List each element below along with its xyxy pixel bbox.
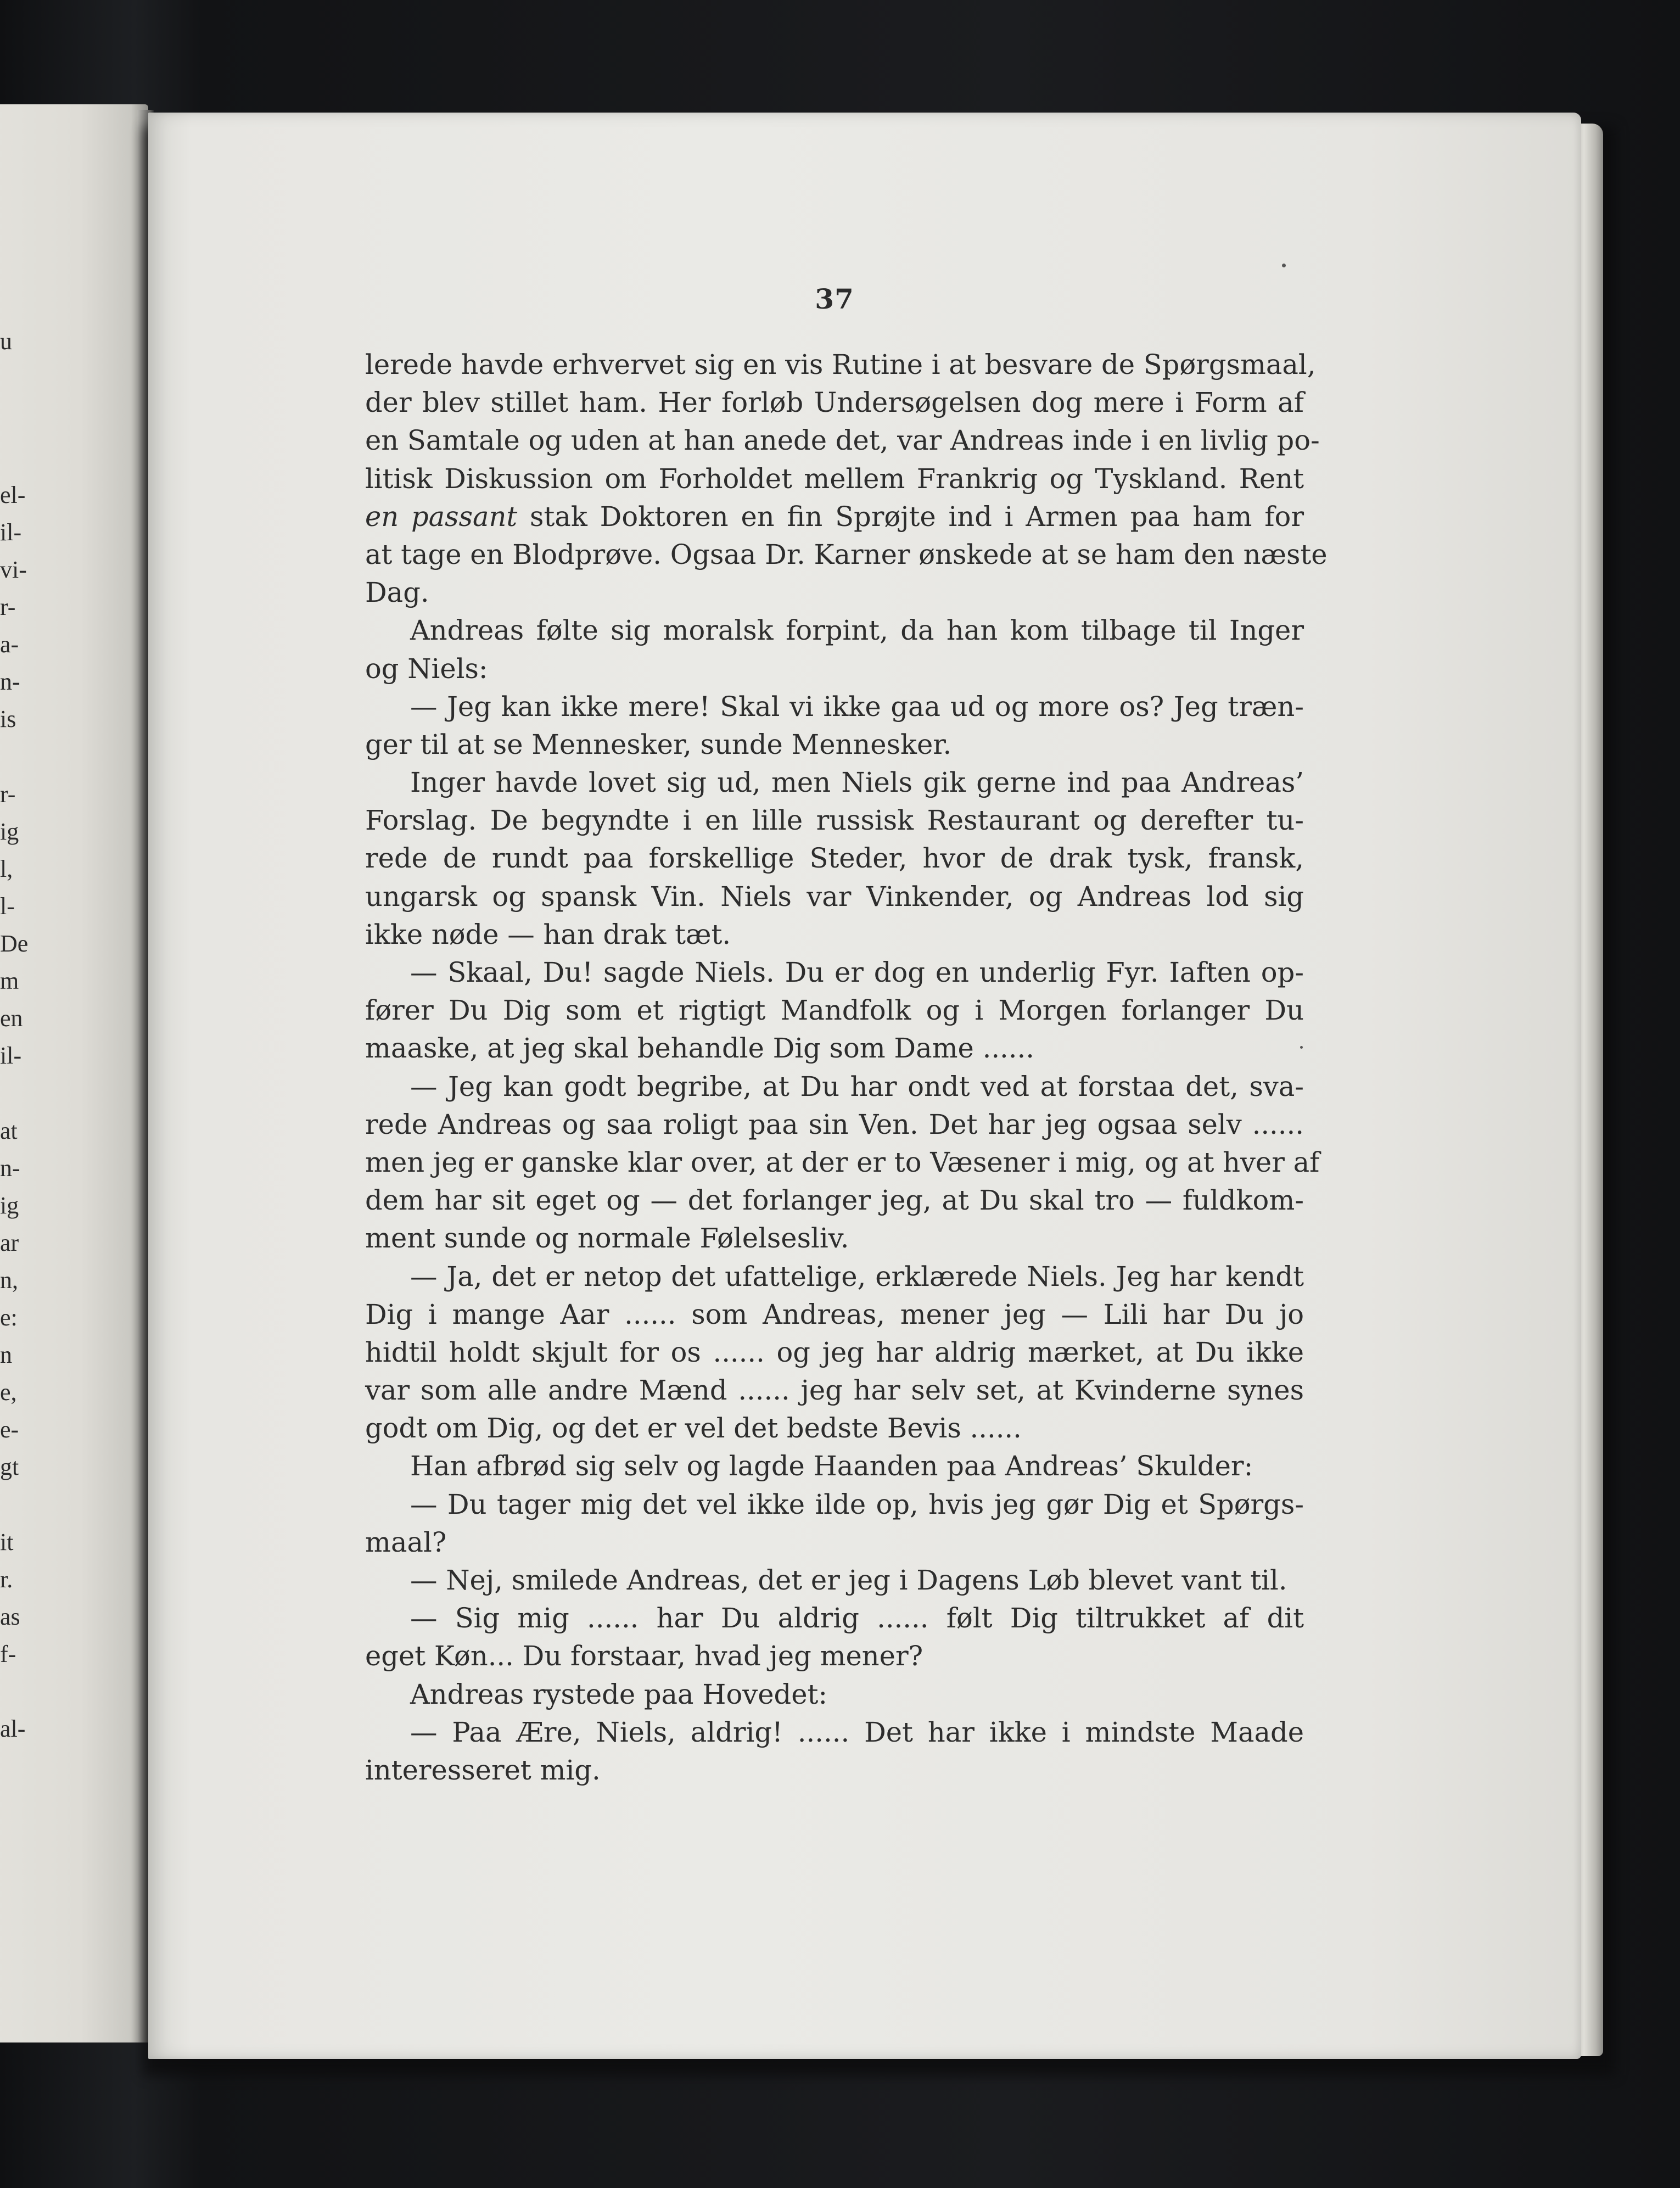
text-line: Forslag. De begyndte i en lille russisk Restaurant og derefter tu-	[365, 804, 1304, 837]
left-page-fragment: n	[0, 1341, 12, 1368]
left-page-fragment: n-	[0, 1155, 20, 1182]
text-line: interesseret mig.	[365, 1754, 601, 1786]
left-page-fragment: l-	[0, 893, 15, 920]
text-line: en Samtale og uden at han anede det, var Andreas inde i en livlig po-	[365, 424, 1320, 457]
left-page-fragment: il-	[0, 1042, 22, 1069]
left-page-fragment: at	[0, 1117, 18, 1144]
left-page-fragment: e:	[0, 1304, 18, 1331]
text-line: — Jeg kan ikke mere! Skal vi ikke gaa ud og more os? Jeg træn-	[410, 690, 1304, 723]
text-line: Andreas rystede paa Hovedet:	[410, 1678, 828, 1710]
page-number: 37	[815, 283, 854, 315]
text-line: dem har sit eget og — det forlanger jeg, at Du skal tro — fuldkom-	[365, 1184, 1304, 1217]
text-line: at tage en Blodprøve. Ogsaa Dr. Karner ønskede at se ham den næste	[365, 538, 1328, 570]
paper-speck	[1282, 264, 1286, 267]
left-page-fragment: is	[0, 706, 16, 732]
text-line: — Jeg kan godt begribe, at Du har ondt ved at forstaa det, sva-	[410, 1070, 1304, 1103]
left-page-fragment: en	[0, 1005, 23, 1032]
left-page-fragment: n,	[0, 1267, 18, 1294]
text-line: maal?	[365, 1526, 447, 1558]
left-page-fragment: il-	[0, 519, 22, 546]
left-page-fragment: u	[0, 328, 12, 355]
left-page-fragment: gt	[0, 1453, 19, 1480]
left-page-fragment: f-	[0, 1641, 16, 1667]
text-line: — Ja, det er netop det ufattelige, erklærede Niels. Jeg har kendt	[410, 1260, 1304, 1292]
text-line: — Nej, smilede Andreas, det er jeg i Dagens Løb blevet vant til.	[410, 1564, 1287, 1596]
text-line: Inger havde lovet sig ud, men Niels gik gerne ind paa Andreas’	[410, 766, 1304, 799]
left-page-fragment: ar	[0, 1229, 19, 1256]
left-page-fragment: vi-	[0, 556, 27, 583]
text-line: godt om Dig, og det er vel det bedste Bevis ......	[365, 1412, 1022, 1445]
text-line: Dag.	[365, 577, 429, 609]
text-line: Han afbrød sig selv og lagde Haanden paa Andreas’ Skulder:	[410, 1450, 1253, 1482]
left-page-fragment: ig	[0, 818, 19, 845]
text-line: ikke nøde — han drak tæt.	[365, 918, 731, 950]
left-page-fragment: el-	[0, 482, 26, 508]
left-page-fragment: a-	[0, 631, 19, 658]
text-line: rede Andreas og saa roligt paa sin Ven. Det har jeg ogsaa selv ......	[365, 1108, 1304, 1140]
left-page-fragment: as	[0, 1603, 20, 1630]
body-text	[365, 346, 1328, 1789]
text-line: Dig i mange Aar ...... som Andreas, mener jeg — Lili har Du jo	[365, 1298, 1304, 1330]
left-page	[0, 104, 148, 2042]
italic-phrase: en passant	[365, 500, 518, 533]
text-line: men jeg er ganske klar over, at der er to Væsener i mig, og at hver af	[365, 1146, 1320, 1178]
left-page-fragment: al-	[0, 1715, 26, 1742]
text-line: — Skaal, Du! sagde Niels. Du er dog en underlig Fyr. Iaften op-	[410, 956, 1304, 988]
text-line: fører Du Dig som et rigtigt Mandfolk og i Morgen forlanger Du	[365, 994, 1304, 1027]
text-line: ment sunde og normale Følelsesliv.	[365, 1222, 849, 1255]
left-page-fragment: l,	[0, 855, 13, 882]
text-line: hidtil holdt skjult for os ...... og jeg har aldrig mærket, at Du ikke	[365, 1336, 1304, 1368]
text-line: ungarsk og spansk Vin. Niels var Vinkender, og Andreas lod sig	[365, 880, 1304, 913]
left-page-fragment: n-	[0, 668, 20, 695]
left-page-fragment: ig	[0, 1192, 19, 1219]
line-text: stak Doktoren en fin Sprøjte ind i Armen paa ham for	[517, 500, 1304, 533]
left-page-fragment: r-	[0, 781, 16, 808]
text-line: — Sig mig ...... har Du aldrig ...... følt Dig tiltrukket af dit	[410, 1602, 1304, 1635]
left-page-fragment: e,	[0, 1379, 17, 1406]
text-line: eget Køn... Du forstaar, hvad jeg mener?	[365, 1640, 923, 1672]
text-line: lerede havde erhvervet sig en vis Rutine i at besvare de Spørgsmaal,	[365, 349, 1316, 380]
text-line: rede de rundt paa forskellige Steder, hvor de drak tysk, fransk,	[365, 842, 1304, 875]
text-line: — Du tager mig det vel ikke ilde op, hvis jeg gør Dig et Spørgs-	[410, 1488, 1304, 1520]
text-line	[365, 498, 1304, 536]
text-line: var som alle andre Mænd ...... jeg har selv set, at Kvinderne synes	[365, 1374, 1304, 1407]
text-line: ger til at se Mennesker, sunde Mennesker.	[365, 728, 952, 760]
text-line: Andreas følte sig moralsk forpint, da han kom tilbage til Inger	[410, 614, 1304, 647]
left-page-fragment: m	[0, 967, 19, 994]
text-line: maaske, at jeg skal behandle Dig som Dame ......	[365, 1032, 1034, 1065]
text-line: der blev stillet ham. Her forløb Undersøgelsen dog mere i Form af	[365, 387, 1304, 419]
text-line: litisk Diskussion om Forholdet mellem Frankrig og Tyskland. Rent	[365, 462, 1304, 495]
text-line: — Paa Ære, Niels, aldrig! ...... Det har ikke i mindste Maade	[410, 1716, 1304, 1748]
text-line: og Niels:	[365, 652, 488, 685]
left-page-fragment: De	[0, 930, 29, 957]
left-page-fragment: r-	[0, 594, 16, 620]
left-page-fragment: r.	[0, 1566, 13, 1593]
left-page-fragment: it	[0, 1529, 14, 1555]
left-page-fragment: e-	[0, 1416, 19, 1443]
